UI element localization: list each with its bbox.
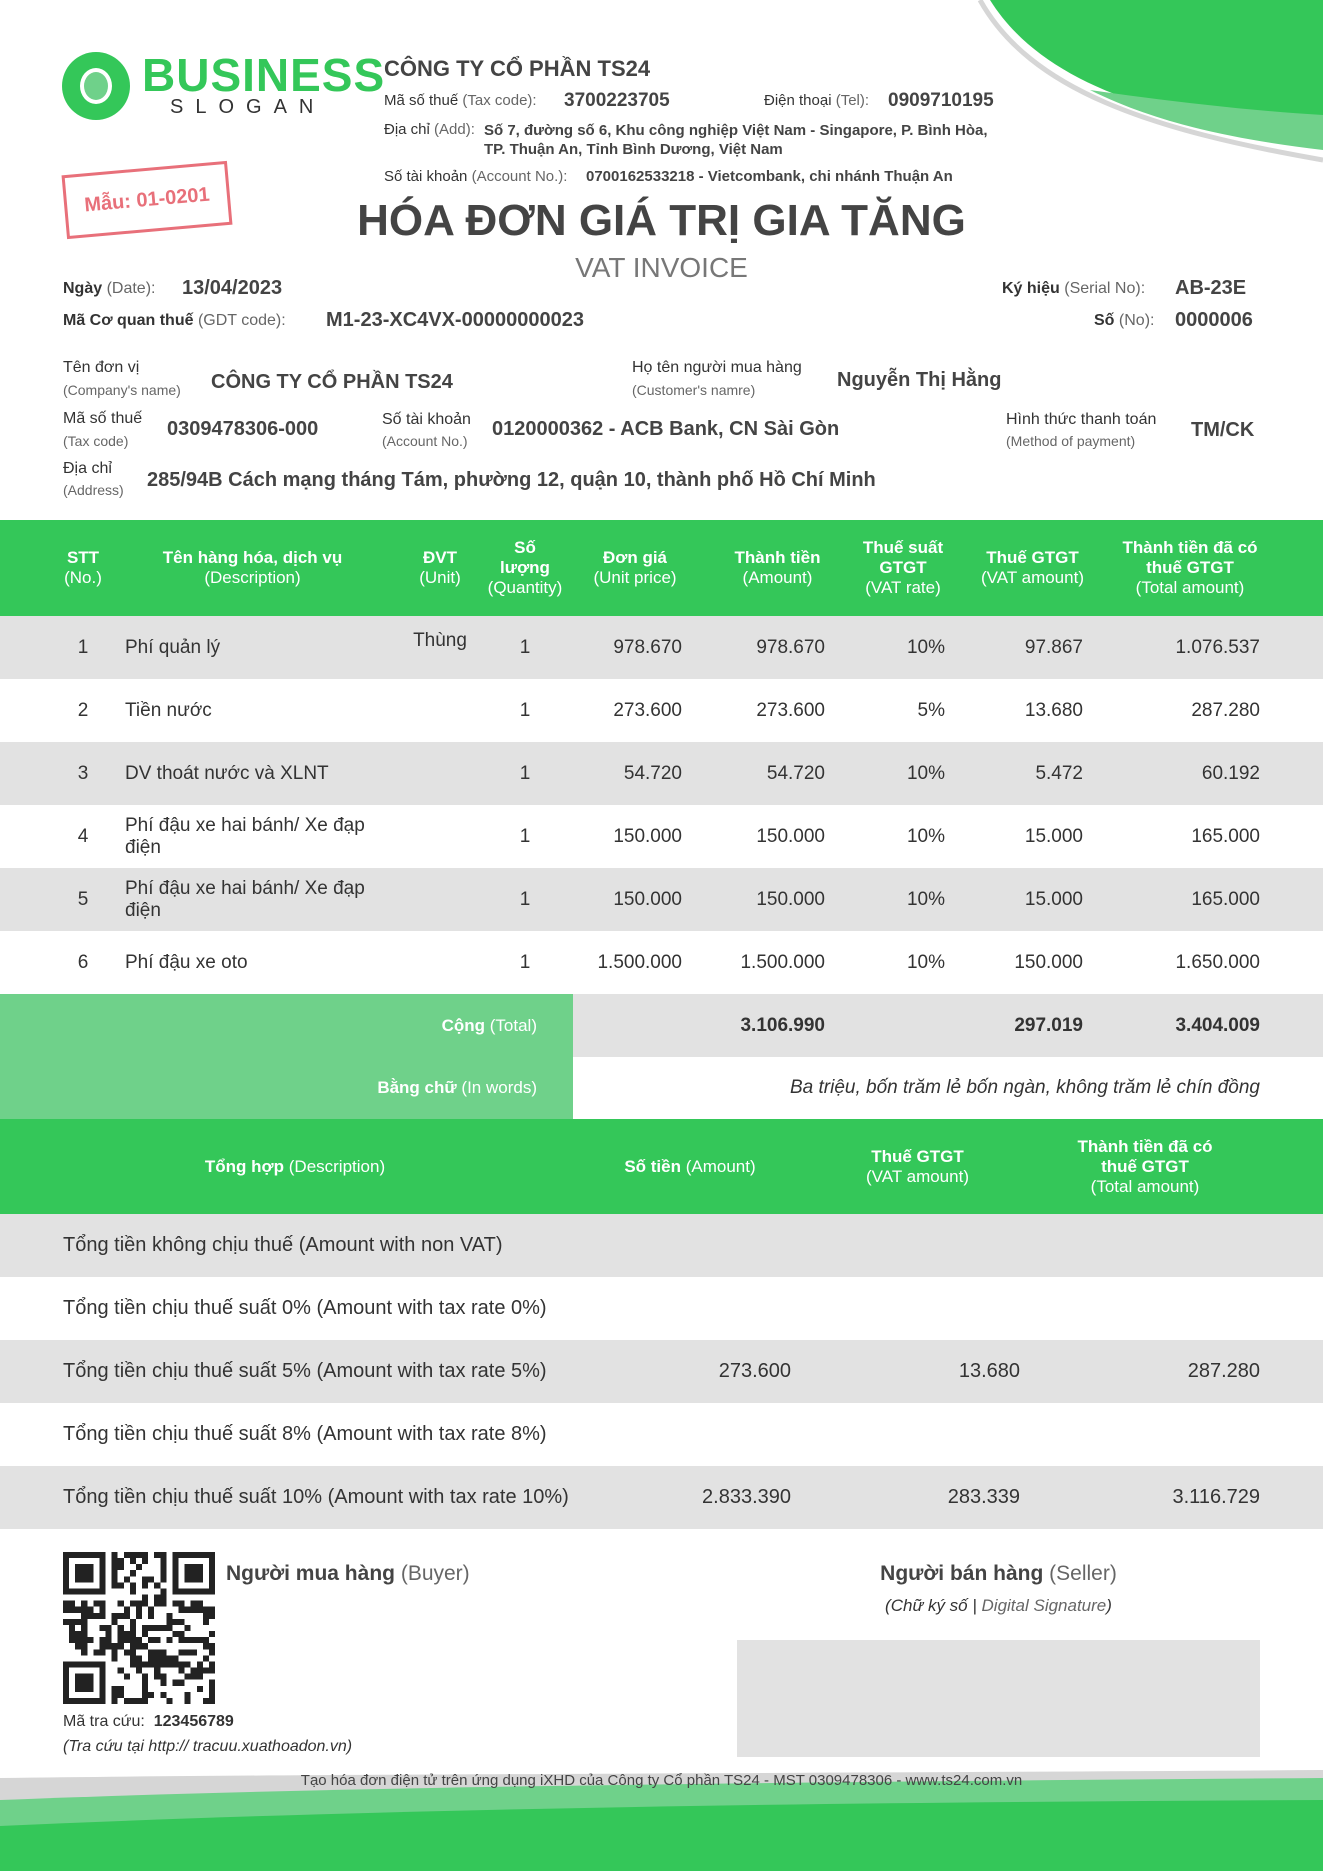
cell-qty: 1 bbox=[519, 888, 531, 910]
invoice-date: 13/04/2023 bbox=[182, 277, 283, 299]
th-price-label: Đơn giá bbox=[602, 548, 668, 567]
cell-unit bbox=[400, 742, 480, 805]
summary-row bbox=[0, 1277, 1323, 1340]
cell-price: 273.600 bbox=[613, 699, 682, 721]
cell-desc: Phí đậu xe hai bánh/ Xe đạp điện bbox=[125, 877, 365, 921]
total-vat: 297.019 bbox=[1014, 1014, 1083, 1036]
summary-vat: 283.339 bbox=[947, 1486, 1020, 1508]
cell-vat: 13.680 bbox=[1024, 699, 1083, 721]
th-unit bbox=[405, 520, 475, 616]
seller-tel: 0909710195 bbox=[888, 90, 994, 111]
summary-amount bbox=[620, 1214, 791, 1277]
th-amount bbox=[720, 520, 835, 616]
seller-tel-label-en: (Tel): bbox=[835, 92, 870, 109]
cell-amount: 1.500.000 bbox=[740, 951, 825, 973]
th-rate-en: (VAT rate) bbox=[865, 578, 941, 597]
th-unit-en: (Unit) bbox=[419, 568, 461, 587]
cell-amount: 978.670 bbox=[756, 636, 825, 658]
cell-amount: 54.720 bbox=[766, 762, 825, 784]
th-qty-label: Số bbox=[514, 538, 536, 557]
gdt-label-en: (GDT code): bbox=[197, 312, 286, 329]
cell-price: 978.670 bbox=[613, 636, 682, 658]
sh-desc-label: Tổng hợp bbox=[204, 1156, 285, 1176]
cell-vat: 97.867 bbox=[1024, 636, 1083, 658]
th-qty-en: (Quantity) bbox=[487, 578, 563, 597]
table-row bbox=[0, 805, 1323, 868]
seller-address-line1: Số 7, đường số 6, Khu công nghiệp Việt Nam - Singapore, P. Bình Hòa, bbox=[484, 122, 988, 139]
cell-desc: Phí đậu xe oto bbox=[125, 951, 248, 973]
summary-total bbox=[1100, 1214, 1260, 1277]
form-stamp: Mẫu: 01-0201 bbox=[62, 161, 233, 239]
summary-row bbox=[0, 1466, 1323, 1529]
seller-account-line bbox=[384, 168, 567, 185]
cell-rate: 10% bbox=[906, 636, 945, 658]
buyer-sign-label: Người mua hàng bbox=[226, 1562, 395, 1585]
summary-table-header bbox=[0, 1119, 1323, 1214]
sh-amount bbox=[585, 1119, 795, 1214]
seller-sign-label-en: (Seller) bbox=[1049, 1562, 1117, 1585]
sh-total-label2: thuế GTGT bbox=[1101, 1156, 1189, 1176]
th-unit-label: ĐVT bbox=[423, 548, 457, 567]
buyer-account-label-en: (Account No.) bbox=[382, 433, 468, 449]
th-vat bbox=[970, 520, 1095, 616]
seller-addr-label: Địa chỉ bbox=[384, 121, 430, 138]
no-label-line bbox=[1094, 312, 1154, 330]
sh-amount-label: Số tiền bbox=[624, 1156, 681, 1176]
cell-unit bbox=[400, 679, 480, 742]
serial-label-en: (Serial No): bbox=[1064, 280, 1146, 297]
seller-tax-code: 3700223705 bbox=[564, 90, 670, 111]
invoice-title: HÓA ĐƠN GIÁ TRỊ GIA TĂNG bbox=[357, 196, 966, 245]
customer-label: Họ tên người mua hàng bbox=[632, 359, 802, 376]
summary-total bbox=[1100, 1403, 1260, 1466]
buyer-company-label: Tên đơn vị bbox=[63, 359, 140, 376]
invoice-no: 0000006 bbox=[1175, 309, 1253, 331]
summary-amount: 2.833.390 bbox=[702, 1486, 791, 1508]
words-label-en: (In words) bbox=[461, 1078, 537, 1097]
payment-method: TM/CK bbox=[1191, 419, 1255, 441]
summary-amount bbox=[620, 1403, 791, 1466]
buyer-tax-label-en: (Tax code) bbox=[63, 433, 129, 449]
cell-no: 1 bbox=[77, 636, 89, 658]
buyer-account-label: Số tài khoản bbox=[382, 411, 471, 428]
total-row bbox=[0, 994, 1323, 1057]
seller-account: 0700162533218 - Vietcombank, chi nhánh Thuận An bbox=[586, 168, 953, 185]
payment-label-en: (Method of payment) bbox=[1006, 433, 1136, 449]
summary-total: 287.280 bbox=[1187, 1360, 1260, 1382]
qr-code-icon bbox=[63, 1552, 215, 1704]
cell-price: 54.720 bbox=[623, 762, 682, 784]
cell-price: 1.500.000 bbox=[597, 951, 682, 973]
table-row bbox=[0, 679, 1323, 742]
buyer-tax-code: 0309478306-000 bbox=[167, 418, 319, 440]
summary-total: 3.116.729 bbox=[1172, 1486, 1260, 1508]
cell-rate: 10% bbox=[906, 951, 945, 973]
cell-total: 165.000 bbox=[1191, 888, 1260, 910]
lookup-label: Mã tra cứu: bbox=[63, 1713, 145, 1730]
summary-vat bbox=[830, 1214, 1020, 1277]
cell-rate: 5% bbox=[917, 699, 945, 721]
cell-no: 2 bbox=[77, 699, 89, 721]
seller-tax-line bbox=[384, 92, 537, 109]
serial-no: AB-23E bbox=[1175, 277, 1247, 299]
total-amount: 3.106.990 bbox=[740, 1014, 825, 1036]
total-label-en: (Total) bbox=[489, 1015, 537, 1035]
seller-tax-label-en: (Tax code): bbox=[462, 92, 537, 109]
digital-signature-box bbox=[737, 1640, 1260, 1757]
summary-total bbox=[1100, 1277, 1260, 1340]
lookup-url: (Tra cứu tại http:// tracuu.xuathoadon.vn) bbox=[63, 1738, 353, 1755]
serial-label-line bbox=[1002, 280, 1145, 298]
cell-qty: 1 bbox=[519, 762, 531, 784]
total-total: 3.404.009 bbox=[1175, 1014, 1260, 1036]
cell-no: 5 bbox=[77, 888, 89, 910]
th-no-en: (No.) bbox=[64, 568, 102, 587]
cell-qty: 1 bbox=[519, 951, 531, 973]
cell-qty: 1 bbox=[519, 699, 531, 721]
seller-tax-label: Mã số thuế bbox=[384, 92, 459, 109]
sh-vat-label: Thuế GTGT bbox=[871, 1146, 964, 1166]
th-vat-en: (VAT amount) bbox=[981, 568, 1084, 587]
sh-amount-en: (Amount) bbox=[685, 1156, 756, 1176]
gdt-label-line bbox=[63, 312, 286, 330]
customer-name: Nguyễn Thị Hằng bbox=[837, 369, 1002, 391]
th-desc-label: Tên hàng hóa, dịch vụ bbox=[162, 548, 343, 567]
summary-vat bbox=[830, 1403, 1020, 1466]
amount-in-words: Ba triệu, bốn trăm lẻ bốn ngàn, không trăm lẻ chín đồng bbox=[789, 1077, 1260, 1098]
cell-amount: 150.000 bbox=[756, 825, 825, 847]
cell-qty: 1 bbox=[519, 825, 531, 847]
cell-total: 165.000 bbox=[1191, 825, 1260, 847]
th-no-label: STT bbox=[66, 548, 100, 567]
summary-row bbox=[0, 1403, 1323, 1466]
seller-sign-label: Người bán hàng bbox=[880, 1562, 1044, 1585]
summary-vat: 13.680 bbox=[958, 1360, 1020, 1382]
table-row bbox=[0, 931, 1323, 994]
th-amount-label: Thành tiền bbox=[734, 548, 821, 567]
seller-account-label-en: (Account No.): bbox=[471, 168, 568, 185]
date-label-en: (Date): bbox=[106, 280, 156, 297]
th-price-en: (Unit price) bbox=[593, 568, 677, 587]
sh-desc-en: (Description) bbox=[288, 1156, 386, 1176]
buyer-company-label-en: (Company's name) bbox=[63, 382, 181, 398]
serial-label: Ký hiệu bbox=[1002, 280, 1060, 297]
lookup-code: 123456789 bbox=[153, 1713, 234, 1730]
table-row bbox=[0, 616, 1323, 679]
summary-vat bbox=[830, 1277, 1020, 1340]
summary-amount: 273.600 bbox=[718, 1360, 791, 1382]
th-rate bbox=[848, 520, 958, 616]
cell-unit: Thùng bbox=[413, 630, 467, 651]
summary-desc: Tổng tiền không chịu thuế (Amount with non VAT) bbox=[63, 1234, 503, 1256]
customer-label-en: (Customer's namre) bbox=[632, 382, 756, 398]
summary-desc: Tổng tiền chịu thuế suất 8% (Amount with tax rate 8%) bbox=[63, 1423, 547, 1445]
th-total bbox=[1105, 520, 1275, 616]
sh-vat-en: (VAT amount) bbox=[866, 1166, 969, 1186]
cell-price: 150.000 bbox=[613, 888, 682, 910]
buyer-address-label: Địa chỉ bbox=[63, 460, 112, 477]
seller-addr-line bbox=[384, 121, 475, 138]
th-qty-label2: lượng bbox=[500, 558, 550, 577]
cell-total: 287.280 bbox=[1191, 699, 1260, 721]
footer-text: Tạo hóa đơn điện tử trên ứng dụng iXHD của Công ty Cổ phần TS24 - MST 0309478306 - www.ts24.com.vn bbox=[300, 1772, 1023, 1789]
logo-icon bbox=[62, 52, 130, 120]
th-amount-en: (Amount) bbox=[742, 568, 813, 587]
items-table-header bbox=[0, 520, 1323, 616]
th-total-label: Thành tiền đã có bbox=[1122, 538, 1258, 557]
cell-unit bbox=[400, 931, 480, 994]
cell-unit bbox=[400, 868, 480, 931]
th-total-en: (Total amount) bbox=[1135, 578, 1245, 597]
no-label: Số bbox=[1094, 312, 1115, 329]
cell-total: 1.650.000 bbox=[1175, 951, 1260, 973]
cell-no: 4 bbox=[77, 825, 89, 847]
payment-label: Hình thức thanh toán bbox=[1006, 411, 1157, 428]
cell-desc: Phí quản lý bbox=[125, 636, 221, 658]
th-total-label2: thuế GTGT bbox=[1146, 558, 1234, 577]
cell-vat: 5.472 bbox=[1035, 762, 1083, 784]
seller-tel-line bbox=[764, 92, 869, 109]
cell-rate: 10% bbox=[906, 825, 945, 847]
buyer-account: 0120000362 - ACB Bank, CN Sài Gòn bbox=[492, 418, 840, 440]
cell-unit bbox=[400, 805, 480, 868]
cell-desc: DV thoát nước và XLNT bbox=[125, 762, 329, 784]
th-rate-label2: GTGT bbox=[879, 558, 927, 577]
summary-desc: Tổng tiền chịu thuế suất 5% (Amount with tax rate 5%) bbox=[63, 1360, 547, 1382]
table-row bbox=[0, 868, 1323, 931]
cell-total: 60.192 bbox=[1201, 762, 1260, 784]
sh-vat bbox=[840, 1119, 995, 1214]
no-label-en: (No): bbox=[1118, 312, 1155, 329]
seller-company: CÔNG TY CỔ PHẦN TS24 bbox=[384, 56, 651, 81]
summary-row bbox=[0, 1340, 1323, 1403]
logo-name: BUSINESS bbox=[142, 49, 386, 101]
buyer-address-label-en: (Address) bbox=[63, 482, 124, 498]
seller-address-line2: TP. Thuận An, Tỉnh Bình Dương, Việt Nam bbox=[484, 141, 783, 158]
gdt-label: Mã Cơ quan thuế bbox=[63, 312, 194, 329]
cell-rate: 10% bbox=[906, 762, 945, 784]
seller-sign-note-en: Digital Signature bbox=[981, 1596, 1107, 1615]
date-label-line bbox=[63, 280, 155, 298]
cell-no: 6 bbox=[77, 951, 89, 973]
lookup-line bbox=[63, 1713, 234, 1731]
cell-desc: Tiền nước bbox=[125, 699, 212, 721]
summary-desc: Tổng tiền chịu thuế suất 0% (Amount with tax rate 0%) bbox=[63, 1297, 547, 1319]
summary-row bbox=[0, 1214, 1323, 1277]
seller-sign-note: Chữ ký số bbox=[890, 1596, 968, 1615]
buyer-tax-label: Mã số thuế bbox=[63, 410, 143, 427]
sh-total-label: Thành tiền đã có bbox=[1077, 1136, 1213, 1156]
sh-desc bbox=[160, 1119, 430, 1214]
buyer-sign-label-en: (Buyer) bbox=[400, 1562, 470, 1585]
cell-vat: 15.000 bbox=[1024, 888, 1083, 910]
cell-qty: 1 bbox=[519, 636, 531, 658]
summary-amount bbox=[620, 1277, 791, 1340]
table-row bbox=[0, 742, 1323, 805]
gdt-code: M1-23-XC4VX-00000000023 bbox=[326, 309, 584, 331]
seller-addr-label-en: (Add): bbox=[434, 121, 475, 138]
seller-tel-label: Điện thoại bbox=[764, 92, 832, 109]
seller-signature-note: (Chữ ký số | Digital Signature) bbox=[885, 1596, 1112, 1615]
words-label: Bằng chữ bbox=[377, 1078, 457, 1097]
sh-total-en: (Total amount) bbox=[1090, 1176, 1200, 1196]
seller-signature-title bbox=[737, 1562, 1260, 1586]
th-desc-en: (Description) bbox=[204, 568, 301, 587]
cell-no: 3 bbox=[77, 762, 89, 784]
buyer-address: 285/94B Cách mạng tháng Tám, phường 12, quận 10, thành phố Hồ Chí Minh bbox=[147, 469, 876, 491]
cell-amount: 150.000 bbox=[756, 888, 825, 910]
cell-amount: 273.600 bbox=[756, 699, 825, 721]
th-rate-label: Thuế suất bbox=[862, 538, 944, 557]
buyer-signature-title bbox=[226, 1562, 470, 1586]
sh-total bbox=[1055, 1119, 1235, 1214]
th-desc bbox=[140, 520, 365, 616]
cell-vat: 15.000 bbox=[1024, 825, 1083, 847]
cell-vat: 150.000 bbox=[1014, 951, 1083, 973]
th-price bbox=[585, 520, 685, 616]
th-qty bbox=[482, 520, 568, 616]
words-label-cell bbox=[0, 1057, 573, 1119]
cell-price: 150.000 bbox=[613, 825, 682, 847]
cell-total: 1.076.537 bbox=[1175, 636, 1260, 658]
invoice-subtitle: VAT INVOICE bbox=[575, 252, 748, 283]
th-no bbox=[50, 520, 116, 616]
cell-desc: Phí đậu xe hai bánh/ Xe đạp điện bbox=[125, 814, 365, 858]
cell-rate: 10% bbox=[906, 888, 945, 910]
th-vat-label: Thuế GTGT bbox=[986, 548, 1079, 567]
seller-account-label: Số tài khoản bbox=[384, 168, 468, 185]
total-label: Cộng bbox=[441, 1015, 486, 1035]
logo-slogan: SLOGAN bbox=[170, 96, 326, 118]
summary-desc: Tổng tiền chịu thuế suất 10% (Amount with tax rate 10%) bbox=[63, 1486, 569, 1508]
date-label: Ngày bbox=[63, 280, 103, 297]
seller-address bbox=[484, 121, 988, 159]
buyer-company: CÔNG TY CỔ PHẦN TS24 bbox=[211, 371, 453, 393]
